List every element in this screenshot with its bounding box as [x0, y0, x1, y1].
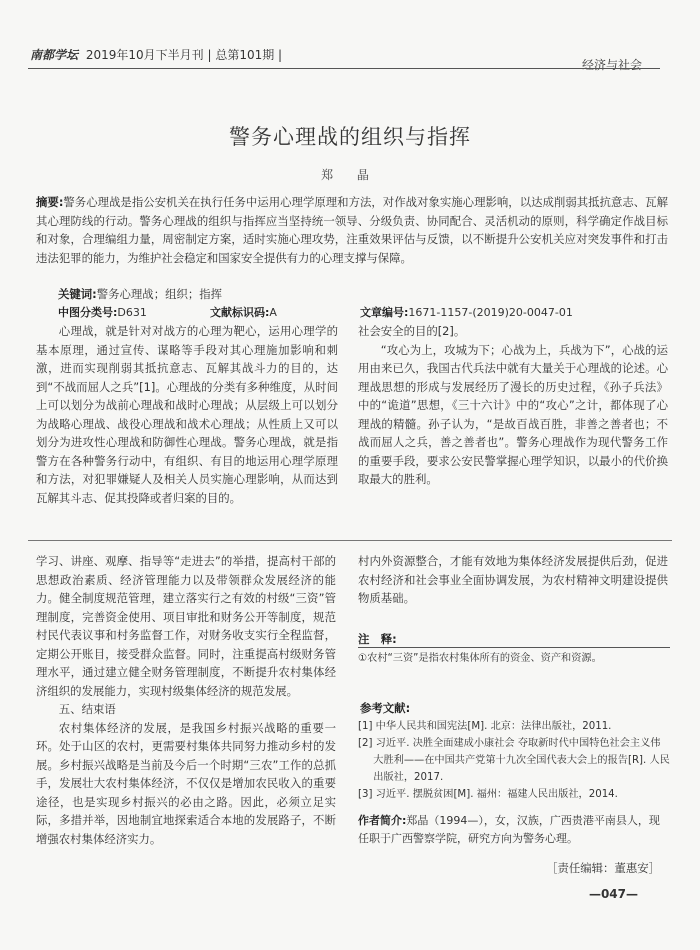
author-bio: [358, 812, 670, 848]
page-number: —047—: [588, 887, 638, 901]
section-name: 经济与社会: [581, 58, 642, 72]
notes-rule: [358, 647, 670, 648]
paragraph: 学习、讲座、观摩、指导等“走进去”的举措，提高村干部的思想政治素质、经济管理能力以及带领群众发展经济的能力。健全制度规范管理，建立落实行之有效的村级“三资”管理制度，完善资金使用、项目审批和财务公开等制度，规范村民代表议事和村务监督工作，对财务收支实行全程监督，定期公开账目，接受群众监督。同时，注重提高村级财务管理水平，通过建立健全财务管理制度，不断提升农村集体经济组织的发展能力，实现村级集体经济的规范发展。: [36, 554, 336, 698]
clc-number: [58, 304, 147, 320]
paragraph: 村内外资源整合，才能有效地为集体经济发展提供后劲，促进农村经济和社会事业全面协调发展，为农村精神文明建设提供物质基础。: [358, 554, 668, 605]
reference-item: [1] 中华人民共和国宪法[M]. 北京：法律出版社，2011.: [358, 721, 612, 732]
author-name: 郑 晶: [321, 168, 379, 182]
paragraph: “攻心为上，攻城为下；心战为上，兵战为下”，心战的运用由来已久，我国古代兵法中就有大量关于心理战的论述。心理战思想的形成与发展经历了漫长的历史过程，《孙子兵法》中的“诡道”思想，《三十六计》中的“攻心”之计，都体现了心理战的精髓。孙子认为，“是故百战百胜，非善之善者也；不战而屈人之兵，善之善者也”。警务心理战作为现代警务工作的重要手段，要求公安民警掌握心理学知识，以最小的代价换取最大的胜利。: [358, 342, 668, 486]
running-header: [30, 46, 282, 63]
article-number-value: 1671-1157-(2019)20-0047-01: [408, 306, 573, 319]
clc-label: 中图分类号:: [58, 306, 118, 319]
abstract: [36, 193, 668, 267]
article-title: 警务心理战的组织与指挥: [229, 125, 471, 149]
bio-text: 郑晶（1994—），女，汉族，广西贵港平南县人，现任职于广西警察学院，研究方向为警务心理。: [358, 814, 660, 845]
doc-label: 文献标识码:: [210, 306, 270, 319]
body-column-3: [36, 552, 336, 848]
keywords-label: 关键词:: [58, 287, 97, 301]
clc-value: D631: [117, 306, 147, 319]
document-code: [210, 304, 277, 320]
notes-list: [358, 650, 670, 667]
body-column-4: [358, 552, 668, 608]
reference-item: [3] 习近平. 摆脱贫困[M]. 福州：福建人民出版社，2014.: [358, 789, 618, 800]
bio-label: 作者简介:: [358, 814, 407, 827]
responsible-editor: ［责任编辑：董惠安］: [546, 861, 660, 875]
doc-value: A: [269, 306, 277, 319]
notes-label: 注 释:: [358, 632, 397, 646]
header-rule: [28, 68, 660, 69]
note-item: ①农村“三资”是指农村集体所有的资金、资产和资源。: [358, 653, 602, 664]
article-number-label: 文章编号:: [360, 306, 409, 319]
abstract-label: 摘要:: [36, 195, 64, 209]
body-column-2: [358, 322, 668, 489]
body-column-1: [36, 322, 338, 507]
abstract-text: 警务心理战是指公安机关在执行任务中运用心理学原理和方法，对作战对象实施心理影响，以达成削弱其抵抗意志、瓦解其心理防线的行动。警务心理战的组织与指挥应当坚持统一领导、分级负责、协同配合、灵活机动的原则，科学确定作战目标和对象，合理编组力量，周密制定方案，适时实施心理攻势，注重效果评估与反馈，以不断提升公安机关应对突发事件和打击违法犯罪的能力，为维护社会稳定和国家安全提供有力的心理支撑与保障。: [36, 195, 668, 265]
keywords: [58, 286, 222, 302]
section-heading: 五、结束语: [58, 702, 116, 716]
reference-item: [2] 习近平. 决胜全面建成小康社会 夺取新时代中国特色社会主义伟大胜利——在中国共产党第十九次全国代表大会上的报告[R]. 人民出版社，2017.: [358, 738, 670, 783]
article-number: [360, 304, 573, 320]
keywords-text: 警务心理战；组织；指挥: [96, 287, 223, 301]
paragraph: 社会安全的目的[2]。: [358, 324, 466, 338]
issue-info: 2019年10月下半月刊 | 总第101期 |: [85, 48, 283, 62]
section-divider: [28, 540, 672, 541]
paragraph: 农村集体经济的发展，是我国乡村振兴战略的重要一环。处于山区的农村，更需要村集体共同努力推动乡村的发展。乡村振兴战略是当前及今后一个时期“三农”工作的总抓手，发展壮大农村集体经济，不仅仅是增加农民收入的重要途径，也是实现乡村振兴的必由之路。因此，必须立足实际，多措并举，因地制宜地探索适合本地的发展路子，不断增强农村集体经济实力。: [36, 720, 336, 846]
references-list: [358, 718, 670, 803]
paragraph: 心理战，就是针对对战方的心理为靶心，运用心理学的基本原理，通过宣传、谋略等手段对其心理施加影响和刺激，进而实现削弱其抵抗意志、瓦解其战斗力的目的，达到“不战而屈人之兵”[1]。心理战的分类有多种维度，从时间上可以划分为战前心理战和战时心理战；从层级上可以划分为战略心理战、战役心理战和战术心理战；从性质上又可以划分为进攻性心理战和防御性心理战。警务心理战，就是指警方在各种警务行动中，有组织、有目的地运用心理学原理和方法，对犯罪嫌疑人及相关人员实施心理影响，从而达到瓦解其斗志、促其投降或者归案的目的。: [36, 324, 338, 505]
journal-name: 南都学坛: [30, 48, 79, 62]
references-label: 参考文献:: [360, 701, 411, 715]
